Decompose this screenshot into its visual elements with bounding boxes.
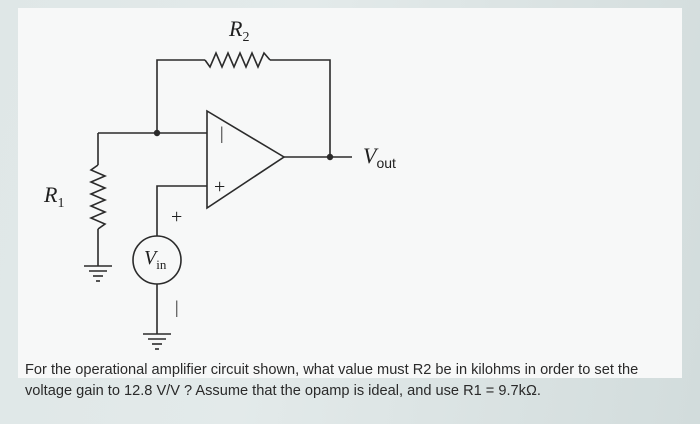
resistor-r2 [205,53,270,67]
resistor-r1 [91,165,105,229]
ground-icon-r1 [84,266,112,281]
question-line-1: For the operational amplifier circuit shown, what value must R2 be in kilohms in order to set the [25,362,639,378]
vout-label: $V_{out}$ [363,143,396,171]
r2-label: $R_2$ [229,16,250,45]
opamp-noninverting-sign: + [214,176,226,198]
vin-minus-sign: | [175,297,179,317]
question-line-2: voltage gain to 12.8 V/V ? Assume that the opamp is ideal, and use R1 = 9.7kΩ. [25,383,541,399]
junction-inverting [154,130,160,136]
vin-label: $V_{in}$ [144,247,167,272]
ground-icon-vin [143,334,171,349]
opamp-inverting-sign: | [220,123,224,143]
feedback-wire-right [270,60,330,157]
vin-plus-sign: + [171,206,183,228]
feedback-wire [157,60,205,133]
r1-label: $R_1$ [44,182,65,211]
question-text [25,360,665,402]
junction-output [327,154,333,160]
